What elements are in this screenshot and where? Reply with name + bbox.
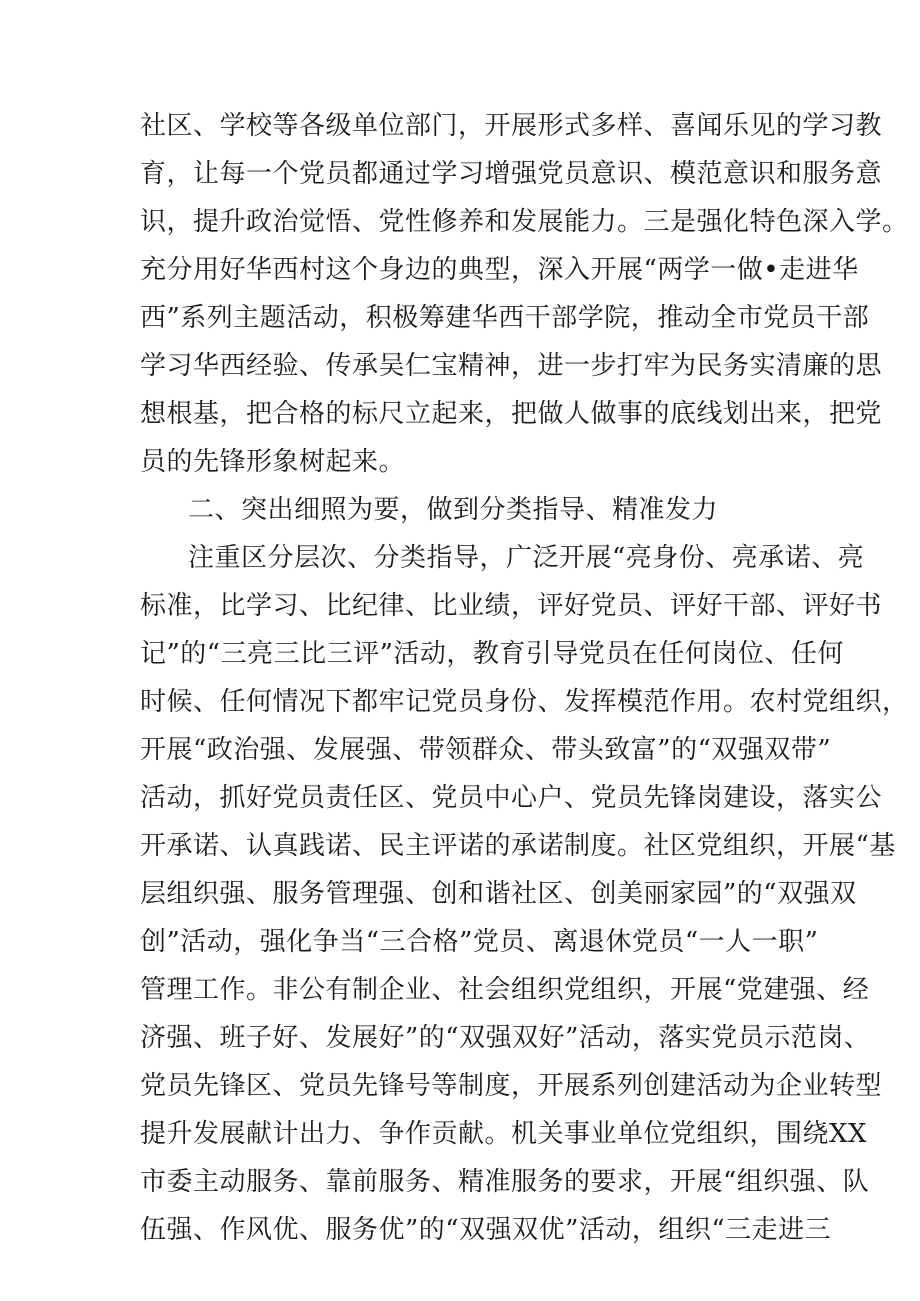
paragraph-line: 活动，抓好党员责任区、党员中心户、党员先锋岗建设，落实公 — [140, 783, 883, 813]
paragraph-line: 员的先锋形象树起来。 — [140, 447, 406, 477]
paragraph-line: 党员先锋区、党员先锋号等制度，开展系列创建活动为企业转型 — [140, 1071, 883, 1101]
paragraph-line: 市委主动服务、靠前服务、精准服务的要求，开展“组织强、队 — [140, 1167, 870, 1197]
paragraph-line: 提升发展献计出力、争作贡献。机关事业单位党组织，围绕XX — [140, 1119, 868, 1149]
paragraph-line: 育，让每一个党员都通过学习增强党员意识、模范意识和服务意 — [140, 159, 883, 189]
paragraph-line: 记”的“三亮三比三评”活动，教育引导党员在任何岗位、任何 — [140, 639, 844, 669]
paragraph-line: 注重区分层次、分类指导，广泛开展“亮身份、亮承诺、亮 — [188, 543, 865, 573]
paragraph-line: 充分用好华西村这个身边的典型，深入开展“两学一做•走进华 — [140, 255, 859, 285]
section-heading: 二、突出细照为要，做到分类指导、精准发力 — [188, 495, 719, 525]
paragraph-line: 学习华西经验、传承吴仁宝精神，进一步打牢为民务实清廉的思 — [140, 351, 883, 381]
paragraph-line: 社区、学校等各级单位部门，开展形式多样、喜闻乐见的学习教 — [140, 111, 883, 141]
paragraph-line: 层组织强、服务管理强、创和谐社区、创美丽家园”的“双强双 — [140, 879, 857, 909]
paragraph-line: 伍强、作风优、服务优”的“双强双优”活动，组织“三走进三 — [140, 1215, 832, 1245]
paragraph-line: 开展“政治强、发展强、带领群众、带头致富”的“双强双带” — [140, 735, 832, 765]
paragraph-line: 济强、班子好、发展好”的“双强双好”活动，落实党员示范岗、 — [140, 1023, 871, 1053]
paragraph-line: 创”活动，强化争当“三合格”党员、离退休党员“一人一职” — [140, 927, 819, 957]
paragraph-line: 西”系列主题活动，积极筹建华西干部学院，推动全市党员干部 — [140, 303, 870, 333]
paragraph-line: 识，提升政治觉悟、党性修养和发展能力。三是强化特色深入学。 — [140, 207, 909, 237]
paragraph-line: 标准，比学习、比纪律、比业绩，评好党员、评好干部、评好书 — [140, 591, 883, 621]
paragraph-line: 管理工作。非公有制企业、社会组织党组织，开展“党建强、经 — [140, 975, 870, 1005]
paragraph-line: 开承诺、认真践诺、民主评诺的承诺制度。社区党组织，开展“基 — [140, 831, 896, 861]
paragraph-line: 时候、任何情况下都牢记党员身份、发挥模范作用。农村党组织， — [140, 687, 909, 717]
paragraph-line: 想根基，把合格的标尺立起来，把做人做事的底线划出来，把党 — [140, 399, 883, 429]
